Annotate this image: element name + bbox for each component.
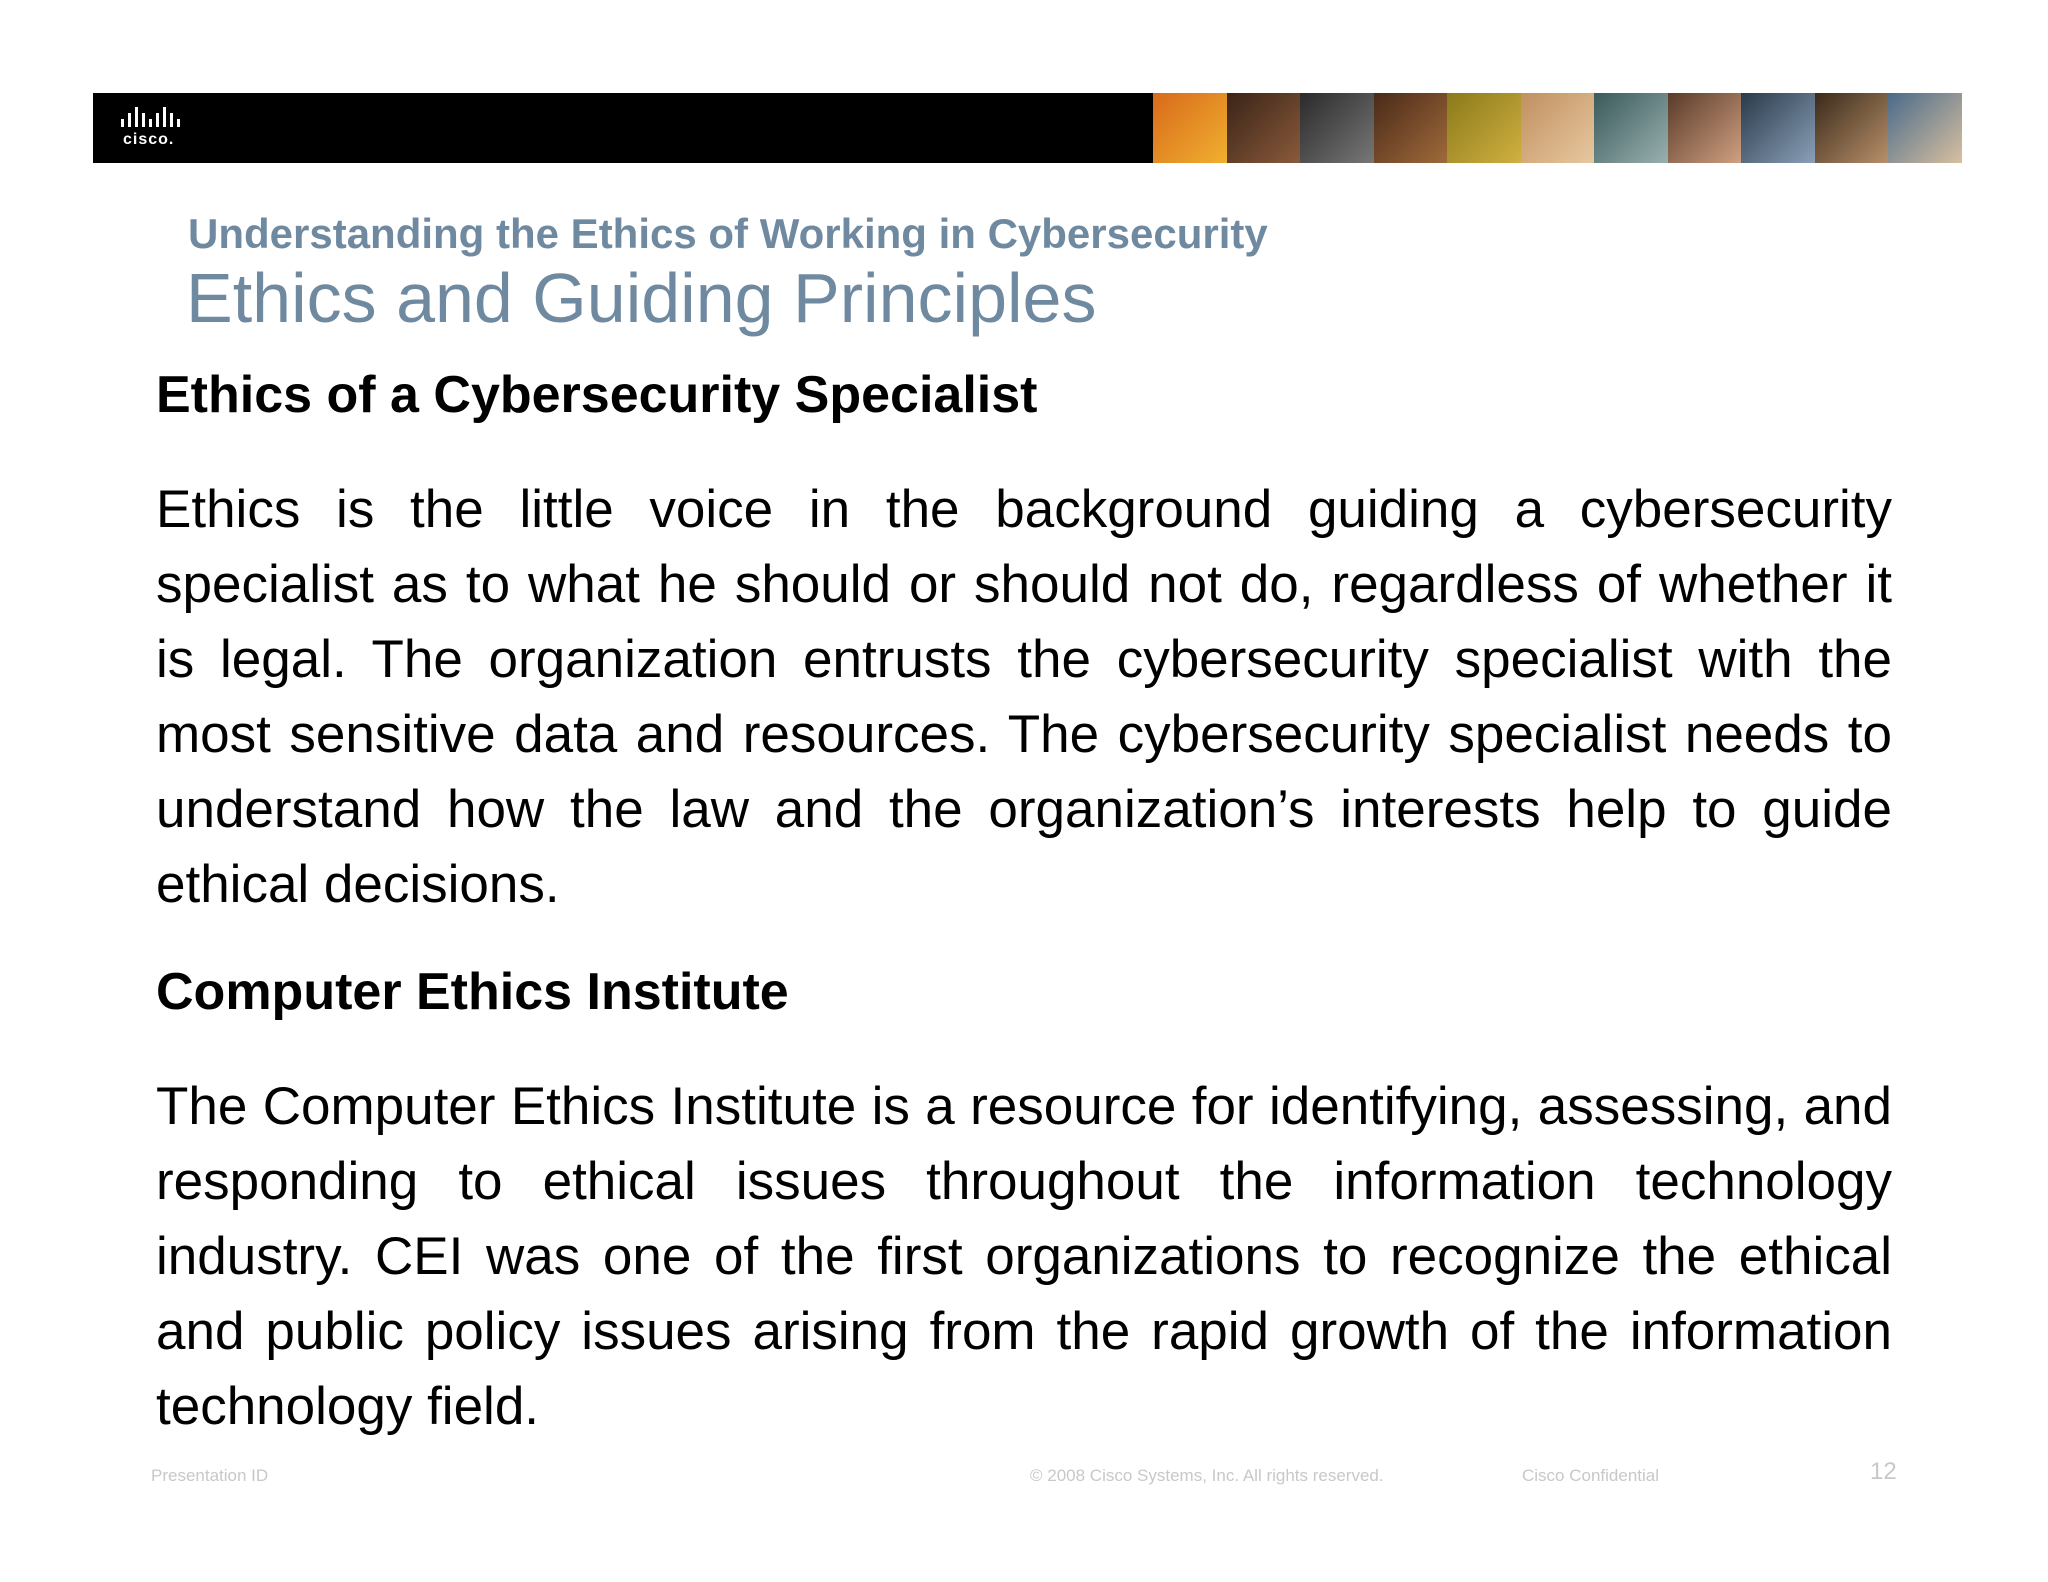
photo-tile [1668, 93, 1742, 163]
section-body-ethics: Ethics is the little voice in the background guiding a cybersecurity specialist as to what he should or should not do, regardless of whether it is legal. The organization entrusts the cybersecurity specialist with the most sensitive data and resources. The cybersecurity specialist needs to understand how the law and the organization’s interests help to guide ethical decisions. [156, 480, 1892, 914]
photo-tile [1741, 93, 1815, 163]
photo-tile [1888, 93, 1962, 163]
footer-confidential: Cisco Confidential [1522, 1466, 1660, 1485]
page-number: 12 [1870, 1458, 1897, 1485]
slide-title: Ethics and Guiding Principles [186, 259, 1097, 337]
footer-copyright: © 2008 Cisco Systems, Inc. All rights reserved. [1030, 1466, 1384, 1485]
photo-tile [1227, 93, 1301, 163]
slide-subtitle: Understanding the Ethics of Working in Cybersecurity [188, 210, 1268, 257]
photo-tile [1447, 93, 1521, 163]
section-body-cei: The Computer Ethics Institute is a resource for identifying, assessing, and responding to ethical issues throughout the information technology industry. CEI was one of the first organizations to recognize the ethical and public policy issues arising from the rapid growth of the information technology field. [156, 1077, 1892, 1436]
photo-tile [1153, 93, 1227, 163]
photo-tile [1594, 93, 1668, 163]
footer-presentation-id: Presentation ID [151, 1466, 269, 1485]
photo-tile [1300, 93, 1374, 163]
photo-tile [1521, 93, 1595, 163]
photo-tile [1815, 93, 1889, 163]
photo-tile [1374, 93, 1448, 163]
header-banner [93, 93, 1962, 163]
section-heading-ethics: Ethics of a Cybersecurity Specialist [156, 366, 1038, 424]
section-heading-cei: Computer Ethics Institute [156, 963, 789, 1021]
cisco-logo-text: cisco. [123, 131, 175, 148]
photo-strip [1153, 93, 1962, 163]
